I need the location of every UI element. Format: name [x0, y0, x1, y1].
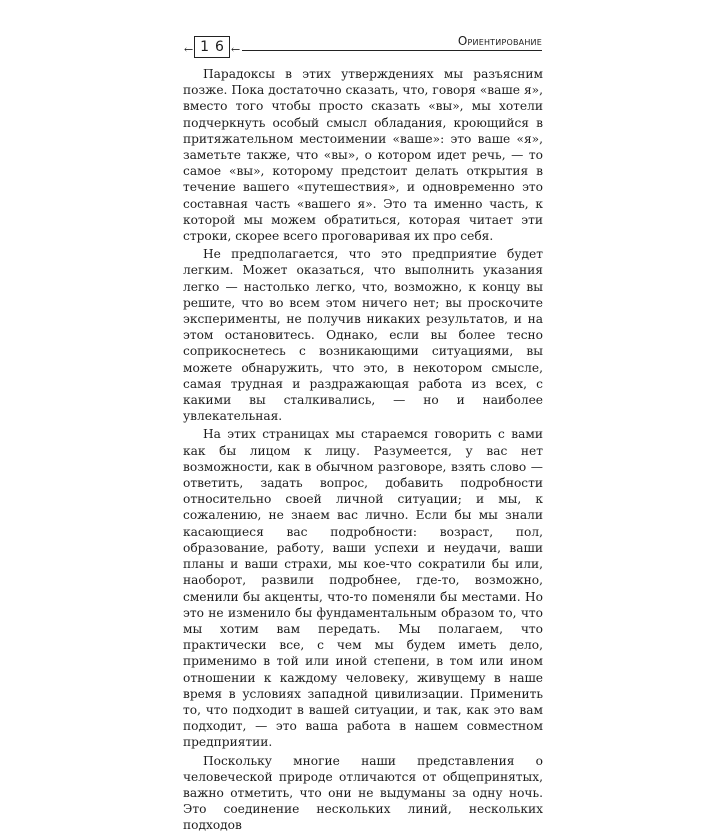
header-rule — [242, 50, 542, 51]
running-header — [184, 34, 542, 60]
page-number: 16 — [194, 36, 230, 58]
paragraph: Парадоксы в этих утверждениях мы разъясним позже. Пока достаточно сказать, что, говоря «ваше я», вместо того чтобы просто сказать «вы», мы хотели подчеркнуть особый смысл обладания, кроющийся в притяжательном местоимении «ваше»: это ваше «я», заметьте также, что «вы», о котором идет речь, — то самое «вы», которому предстоит делать открытия в течение вашего «путешествия», и одновременно это составная часть «вашего я». Это та именно часть, к которой мы можем обратиться, которая читает эти строки, скорее всего проговаривая их про себя. — [183, 67, 543, 244]
arrow-right-icon: ← — [231, 43, 241, 56]
body-text — [183, 66, 543, 836]
paragraph: На этих страницах мы стараемся говорить с вами как бы лицом к лицу. Разумеется, у вас нет возможности, как в обычном разговоре, взять слово — ответить, задать вопрос, добавить подробности относительно своей личной ситуации; и мы, к сожалению, не знаем вас лично. Если бы мы знали касающиеся вас подробности: возраст, пол, образование, работу, ваши успехи и неудачи, ваши планы и ваши страхи, мы кое-что сократили бы или, наоборот, развили подробнее, где-то, возможно, сменили бы акценты, что-то поменяли бы местами. Но это не изменило бы фундаментальным образом то, что мы хотим вам передать. Мы полагаем, что практически все, с чем мы будем иметь дело, применимо в той или иной степени, в том или ином отношении к каждому человеку, живущему в наше время в условиях западной цивилизации. Применить то, что подходит в вашей ситуации, и так, как это вам подходит, — это ваша работа в нашем совместном предприятии. — [183, 427, 543, 750]
paragraph: Поскольку многие наши представления о человеческой природе отличаются от общепринятых, важно отметить, что они не выдуманы за одну ночь. Это соединение нескольких линий, нескольких подходов — [183, 753, 543, 833]
running-title: Ориентирование — [452, 34, 542, 48]
arrow-left-icon: ← — [184, 43, 194, 56]
paragraph: Не предполагается, что это предприятие будет легким. Может оказаться, что выполнить указания легко — настолько легко, что, возможно, к концу вы решите, что во всем этом ничего нет; вы проскочите эксперименты, не получив никаких результатов, и на этом остановитесь. Однако, если вы более тесно соприкоснетесь с возникающими ситуациями, вы можете обнаружить, что это, в некотором смысле, самая трудная и раздражающая работа из всех, с какими вы сталкивались, — но и наиболее увлекательная. — [183, 247, 543, 424]
